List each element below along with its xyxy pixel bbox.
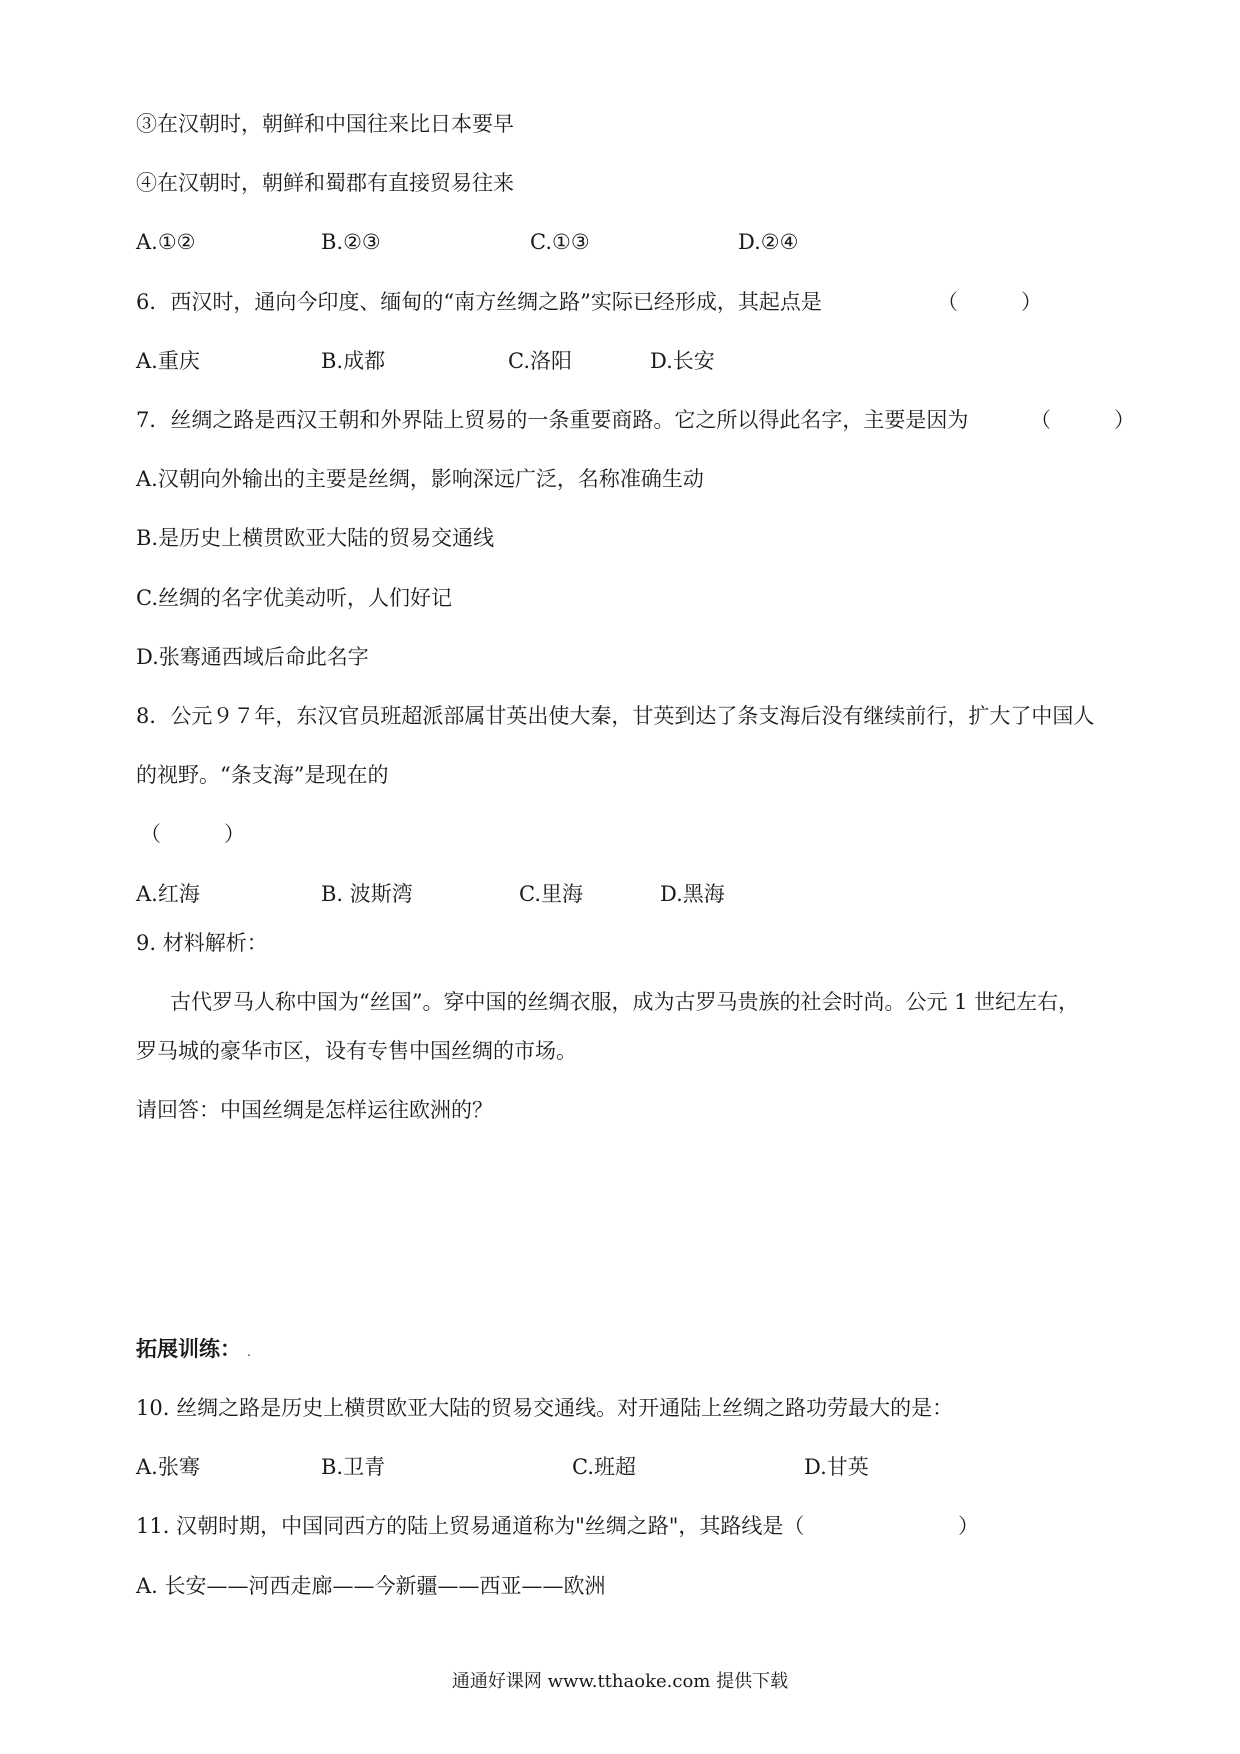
q5-option-d: D.②④ (738, 230, 799, 254)
q10-option-c: C.班超 (572, 1455, 636, 1479)
q10-option-d: D.甘英 (804, 1455, 869, 1479)
q7-stem: 7．丝绸之路是西汉王朝和外界陆上贸易的一条重要商路。它之所以得此名字，主要是因为 (136, 408, 969, 432)
extension-heading-mark: . (247, 1345, 251, 1359)
q8-option-a: A.红海 (136, 882, 200, 906)
q7-option-b: B.是历史上横贯欧亚大陆的贸易交通线 (136, 526, 495, 550)
q5-option-b: B.②③ (321, 230, 381, 254)
q8-option-b: B. 波斯湾 (321, 882, 413, 906)
q7-answer-blank: （ ） (1030, 408, 1135, 432)
q9-material-line-1: 古代罗马人称中国为“丝国”。穿中国的丝绸衣服，成为古罗马贵族的社会时尚。公元 1 世纪左右， (170, 990, 1080, 1014)
q6-answer-blank: （ ） (937, 290, 1042, 314)
q5-item-3: ③在汉朝时，朝鲜和中国往来比日本要早 (136, 112, 514, 136)
q7-option-c: C.丝绸的名字优美动听，人们好记 (136, 586, 452, 610)
q6-option-d: D.长安 (650, 349, 715, 373)
q6-option-b: B.成都 (321, 349, 386, 373)
q8-option-c: C.里海 (519, 882, 583, 906)
q10-option-a: A.张骞 (136, 1455, 200, 1479)
q7-option-d: D.张骞通西域后命此名字 (136, 645, 369, 669)
q10-stem: 10. 丝绸之路是历史上横贯欧亚大陆的贸易交通线。对开通陆上丝绸之路功劳最大的是： (136, 1396, 954, 1420)
q9-material-line-2: 罗马城的豪华市区，设有专售中国丝绸的市场。 (136, 1039, 577, 1063)
q5-option-c: C.①③ (530, 230, 590, 254)
q5-item-4: ④在汉朝时，朝鲜和蜀郡有直接贸易往来 (136, 171, 514, 195)
q11-stem: 11. 汉朝时期，中国同西方的陆上贸易通道称为"丝绸之路"，其路线是（ (136, 1514, 805, 1538)
q9-title: 9. 材料解析： (136, 931, 268, 955)
q10-option-b: B.卫青 (321, 1455, 386, 1479)
q5-option-a: A.①② (136, 230, 196, 254)
q6-option-c: C.洛阳 (508, 349, 572, 373)
q11-option-a: A. 长安——河西走廊——今新疆——西亚——欧洲 (136, 1574, 606, 1598)
extension-heading (136, 1335, 251, 1366)
q8-answer-blank: （ ） (140, 822, 245, 846)
q7-option-a: A.汉朝向外输出的主要是丝绸，影响深远广泛，名称准确生动 (136, 467, 704, 491)
q8-stem-line-2: 的视野。“条支海”是现在的 (136, 763, 389, 787)
extension-heading-text: 拓展训练： (136, 1336, 241, 1361)
q9-question: 请回答：中国丝绸是怎样运往欧洲的？ (136, 1098, 493, 1122)
q6-stem: 6．西汉时，通向今印度、缅甸的“南方丝绸之路”实际已经形成，其起点是 (136, 290, 822, 314)
q8-option-d: D.黑海 (660, 882, 725, 906)
q11-answer-close: ） (958, 1514, 979, 1538)
q8-stem-line-1: 8．公元９７年，东汉官员班超派部属甘英出使大秦，甘英到达了条支海后没有继续前行，扩大了中国人 (136, 704, 1095, 728)
page-footer: 通通好课网 www.tthaoke.com 提供下载 (451, 1671, 789, 1692)
q6-option-a: A.重庆 (136, 349, 200, 373)
